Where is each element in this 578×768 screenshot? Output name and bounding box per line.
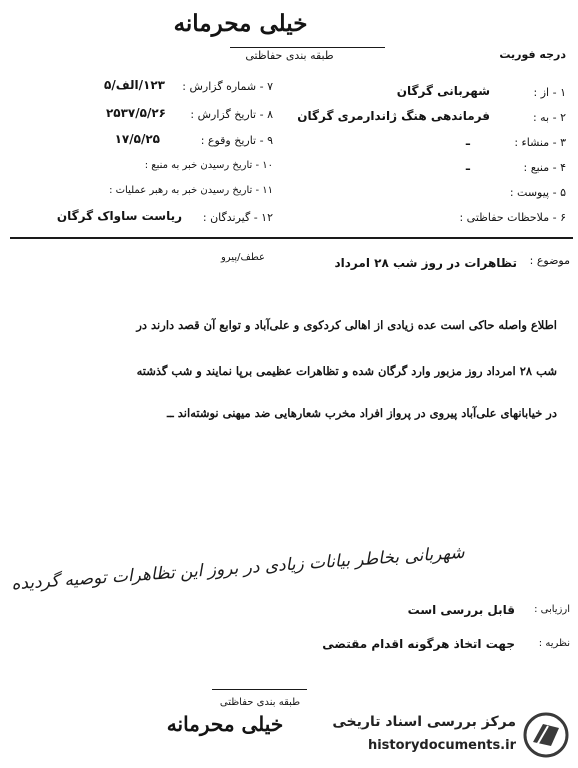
classification-label-underline bbox=[230, 47, 385, 48]
footer-classification-rule bbox=[212, 689, 307, 690]
field-to-label: ۲ - به : bbox=[532, 111, 566, 124]
header-divider bbox=[10, 237, 573, 239]
subject-label: موضوع : bbox=[529, 254, 570, 267]
field-event-date-label: ۹ - تاریخ وقوع : bbox=[200, 134, 273, 147]
field-from-value: شهربانی گرگان bbox=[396, 84, 490, 98]
field-source-receipt-date-label: ۱۰ - تاریخ رسیدن خبر به منبع : bbox=[144, 160, 273, 171]
field-event-date-value: ۱۷/۵/۲۵ bbox=[114, 132, 160, 146]
field-report-date-value: ۲۵۳۷/۵/۲۶ bbox=[105, 106, 166, 120]
classification-top: خیلی محرمانه bbox=[173, 10, 308, 37]
field-recipients-label: ۱۲ - گیرندگان : bbox=[202, 211, 273, 224]
assessment-value: قابل بررسی است bbox=[407, 603, 515, 617]
archive-logo-icon bbox=[521, 712, 571, 758]
body-line-1: اطلاع واصله حاکی است عده زیادی از اهالی کردکوی و علی‌آباد و توابع آن قصد دارند در bbox=[136, 318, 557, 332]
opinion-label: نظریه : bbox=[538, 638, 570, 649]
field-ops-receipt-date-label: ۱۱ - تاریخ رسیدن خبر به رهبر عملیات : bbox=[109, 185, 273, 196]
field-security-notes-label: ۶ - ملاحظات حفاظتی : bbox=[459, 211, 566, 224]
footer-classification-label: طبقه بندی حفاظتی bbox=[219, 697, 301, 708]
field-source-value: ـ bbox=[465, 159, 470, 173]
field-to-value: فرماندهی هنگ ژاندارمری گرگان bbox=[297, 109, 490, 123]
watermark-url: historydocuments.ir bbox=[367, 738, 516, 753]
field-source-label: ۴ - منبع : bbox=[523, 161, 566, 174]
priority-label: درجه فوریت bbox=[499, 48, 566, 61]
opinion-value: جهت اتخاذ هرگونه اقدام مقتضی bbox=[322, 637, 515, 651]
footer-classification: خیلی محرمانه bbox=[166, 712, 284, 736]
field-recipients-value: ریاست ساواک گرگان bbox=[56, 209, 182, 223]
assessment-label: ارزیابی : bbox=[534, 604, 570, 615]
reference-label: عطف/پیرو bbox=[220, 252, 265, 263]
field-from-label: ۱ - از : bbox=[533, 86, 566, 99]
body-line-3: در خیابانهای علی‌آباد پیروی در پرواز افراد مخرب شعارهایی ضد میهنی نوشته‌اند ــ bbox=[167, 406, 557, 420]
field-report-number-value: ۱۲۳/الف/۵ bbox=[104, 78, 165, 92]
watermark-title: مرکز بررسی اسناد تاریخی bbox=[332, 714, 516, 730]
field-report-number-label: ۷ - شماره گزارش : bbox=[182, 80, 273, 93]
field-attachment-label: ۵ - پیوست : bbox=[509, 186, 566, 199]
classification-label: طبقه بندی حفاظتی bbox=[245, 49, 334, 62]
field-origin-value: ـ bbox=[465, 134, 470, 148]
field-origin-label: ۳ - منشاء : bbox=[514, 136, 566, 149]
subject-value: تظاهرات در روز شب ۲۸ امرداد bbox=[334, 256, 517, 270]
field-report-date-label: ۸ - تاریخ گزارش : bbox=[190, 108, 273, 121]
body-line-2: شب ۲۸ امرداد روز مزبور وارد گرگان شده و تظاهرات عظیمی برپا نمایند و شب گذشته bbox=[136, 364, 557, 378]
handwritten-note: شهربانی بخاطر بیانات زیادی در بروز این تظاهرات توصیه گردیده bbox=[10, 542, 466, 595]
